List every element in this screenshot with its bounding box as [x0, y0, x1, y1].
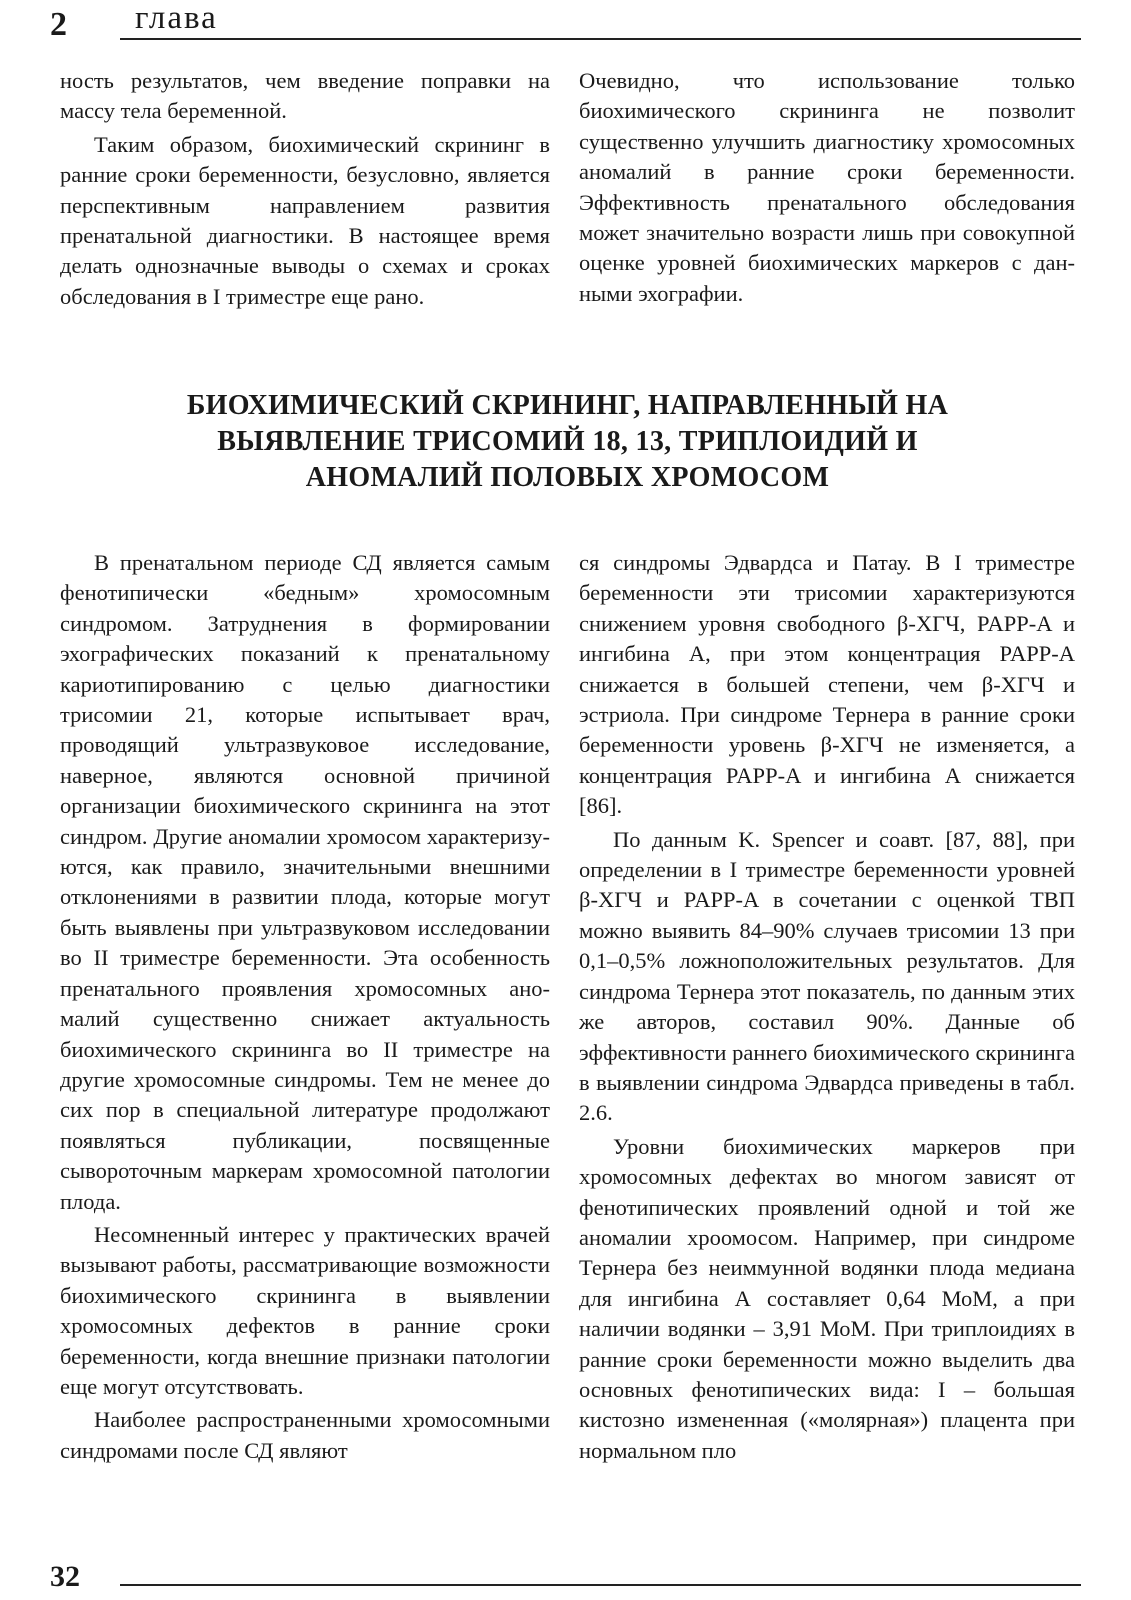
paragraph: Несомненный интерес у практических врачей вызывают работы, рассматривающие возможности биохимического скрининга в выявлении хромосомных дефектов в ранние сроки беременности, когда внешние признаки патологии еще могут отсутствовать. — [60, 1221, 550, 1399]
page-footer — [0, 1556, 1131, 1600]
section-heading-line: БИОХИМИЧЕСКИЙ СКРИНИНГ, НАПРАВЛЕННЫЙ НА — [186, 390, 949, 421]
main-right-column — [579, 548, 1075, 1466]
top-left-column — [60, 66, 550, 312]
header-rule — [120, 38, 1081, 40]
paragraph: Таким образом, биохимический скрининг в ранние сроки беременности, безусловно, является перспективным направлением развития пренатальной диагностики. В настоящее время делать однозначные выводы о схемах и сроках обследования в I триместре еще рано. — [60, 131, 550, 309]
main-left-column — [60, 548, 550, 1466]
paragraph: ся синдромы Эдвардса и Патау. В I триместре беременности эти трисомии характеризуются снижением уровня свободного β-ХГЧ, PAPP-A и ингибина А, при этом концентрация PAPP-A снижается в большей степени, чем β-ХГЧ и эстриола. При синдроме Тернера в ранние сроки беременности уровень β-ХГЧ не изменяется, а концентрация PAPP-A и ингибина А снижается [86]. — [579, 550, 1075, 819]
page-number: 32 — [50, 1560, 80, 1593]
main-columns — [60, 548, 1075, 1466]
paragraph: Очевидно, что использование только биохимического скрининга не позволит существенно улучшить диагностику хромосомных аномалий в ранние сроки беременности. Эффективность пренатального обследования может значительно возрасти лишь при совокупной оценке уровней биохимических маркеров с данными эхографии. — [579, 68, 1075, 306]
chapter-label: глава — [135, 0, 218, 36]
top-columns — [60, 66, 1075, 312]
section-heading-line: ВЫЯВЛЕНИЕ ТРИСОМИЙ 18, 13, ТРИПЛОИДИЙ И — [217, 426, 918, 457]
footer-rule — [120, 1584, 1081, 1586]
running-header — [0, 0, 1131, 50]
paragraph: ность результатов, чем введение поправки на массу тела беременной. — [60, 68, 550, 124]
top-right-column — [579, 66, 1075, 312]
paragraph: Наиболее распространенными хромосомными синдромами после СД являют — [60, 1407, 550, 1463]
chapter-number: 2 — [50, 6, 67, 43]
paragraph: Уровни биохимических маркеров при хромосомных дефектах во многом зависят от фенотипических проявлений одной и той же аномалии хроомосом. Например, при синдроме Тернера без неиммунной водянки плода медиана для ингибина А составляет 0,64 МоМ, а при наличии водянки – 3,91 МоМ. При триплоидиях в ранние сроки беременности можно выделить два основных фенотипических вида: I – большая кистозно измененная («молярная») плацента при нормальном пло — [579, 1133, 1075, 1463]
section-heading-line: АНОМАЛИЙ ПОЛОВЫХ ХРОМОСОМ — [305, 462, 830, 493]
paragraph: По данным K. Spencer и соавт. [87, 88], при определении в I триместре беременности уровней β-ХГЧ и PAPP-A в сочетании с оценкой ТВП можно выявить 84–90% случаев трисомии 13 при 0,1–0,5% ложноположительных результатов. Для синдрома Тернера этот показатель, по данным этих же авторов, составил 90%. Данные об эффективности раннего биохимического скрининга в выявлении синдрома Эдвардса приведены в табл. 2.6. — [579, 826, 1075, 1126]
section-heading — [60, 388, 1075, 496]
paragraph: В пренатальном периоде СД является самым фенотипически «бедным» хромосомным синдромом. Затруднения в формировании эхографических показаний к пренатальному кариотипированию с целью диагностики трисомии 21, которые испытывает врач, проводящий ультразвуковое исследование, наверное, являются основной причиной организации биохимического скрининга на этот синдром. Другие аномалии хромосом характеризуются, как правило, значительными внешними отклонениями в развитии плода, которые могут быть выявлены при ультразвуковом исследовании во II триместре беременности. Эта особенность пренатального проявления хромосомных аномалий существенно снижает актуальность биохимического скрининга во II триместре на другие хромосомные синдромы. Тем не менее до сих пор в специальной литературе продолжают появляться публикации, посвященные сывороточным маркерам хромосомной патологии плода. — [60, 550, 550, 1214]
